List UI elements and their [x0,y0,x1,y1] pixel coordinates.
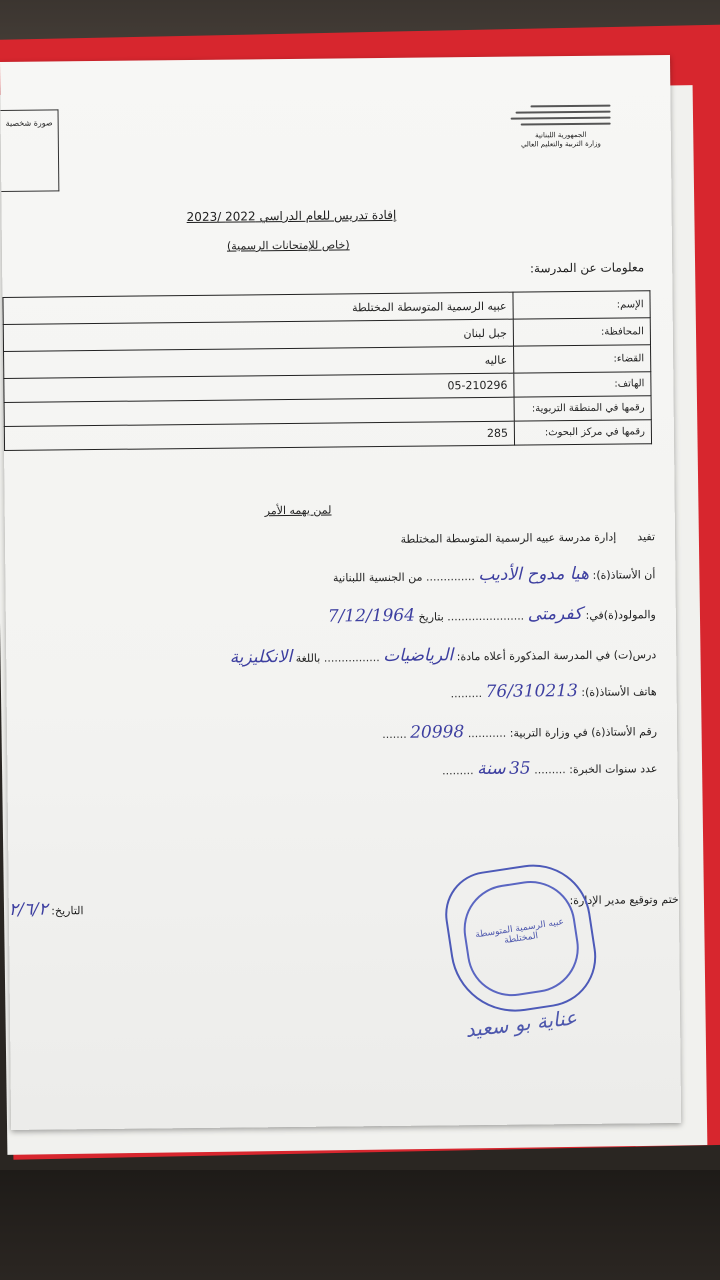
ministry-logo [500,101,620,150]
book-icon [500,101,620,132]
row-value: 285 [4,421,514,450]
ministry-number-value: 20998 [410,722,465,743]
years-label: عدد سنوات الخبرة: [569,762,658,777]
date-label: بتاريخ [418,610,444,624]
experience-line: عدد سنوات الخبرة: ......... 35 سنة ......... [442,758,658,780]
official-stamp [439,857,603,1021]
photo-label: صورة شخصية [5,118,53,128]
row-label: رقمها في مركز البحوث: [514,420,651,445]
nationality-text: من الجنسية اللبنانية [332,570,423,585]
ministry-number-label: رقم الأستاذ(ة) في وزارة التربية: [509,725,658,740]
teacher-label: أن الأستاذ(ة): [592,568,656,582]
stamp-text: عبيه الرسمية المتوسطة المختلطة [474,917,565,947]
row-label: الإسم: [513,291,650,319]
row-label: الهاتف: [514,372,651,397]
background-table [0,1170,720,1280]
school-info-heading: معلومات عن المدرسة: [529,260,645,276]
language-value: الانكليزية [229,646,293,668]
teacher-line: أن الأستاذ(ة): هيا مدوح الأديب .............. من الجنسية اللبنانية [332,563,656,586]
subject-line: درس(ت) في المدرسة المذكورة أعلاه مادة: الرياضيات ................ باللغة الانكليزية [229,645,657,668]
row-label: المحافظة: [513,318,650,346]
admin-text: إدارة مدرسة عبيه الرسمية المتوسطة المختلطة [400,530,617,546]
row-value: عاليه [4,346,514,378]
row-value: عبيه الرسمية المتوسطة المختلطة [3,292,513,324]
to-whom-heading: لمن يهمه الأمر [264,503,332,518]
republic-name: الجمهورية اللبنانية [535,130,587,140]
phone-value: 76/310213 [485,680,578,702]
phone-line: هاتف الأستاذ(ة): 76/310213 ......... [450,680,657,702]
years-word: سنة [476,758,506,780]
signature-label: ختم وتوقيع مدير الإدارة: [569,892,679,908]
years-value: 35 [508,758,531,779]
date-row [9,899,84,920]
subject-value: الرياضيات [383,645,454,667]
photo-placeholder [1,109,60,192]
document-title: إفادة تدريس للعام الدراسي 2022 /2023 [186,207,397,225]
stamp-signatory: عناية بو سعيد [464,1005,579,1042]
date-footer-value: ٢/٦/٢ [8,899,48,920]
born-label: والمولود(ة)في: [585,608,656,622]
document-subtitle: (خاص للإمتحانات الرسمية) [226,238,350,253]
phone-label: هاتف الأستاذ(ة): [581,685,657,699]
document-page [0,55,681,1130]
birth-date: 7/12/1964 [327,605,416,627]
tofid-line [401,530,656,546]
school-info-table [2,290,652,451]
tofid-label: تفيد [637,530,656,544]
date-footer-label: التاريخ: [51,904,84,918]
taught-label: درس(ت) في المدرسة المذكورة أعلاه مادة: [456,648,657,664]
ministry-number-line: رقم الأستاذ(ة) في وزارة التربية: ........... 20998 ....... [382,722,658,743]
birth-line: والمولود(ة)في: كفرمتى ...................... بتاريخ 7/12/1964 [327,603,656,627]
row-label: القضاء: [514,345,651,373]
row-label: رقمها في المنطقة التربوية: [514,396,651,421]
row-value: 05-210296 [4,373,514,402]
language-label: باللغة [295,651,321,665]
teacher-name: هيا مدوح الأديب [478,563,590,586]
ministry-name: وزارة التربية والتعليم العالي [520,139,601,149]
born-place: كفرمتى [527,603,583,625]
row-value: جبل لبنان [3,319,513,351]
